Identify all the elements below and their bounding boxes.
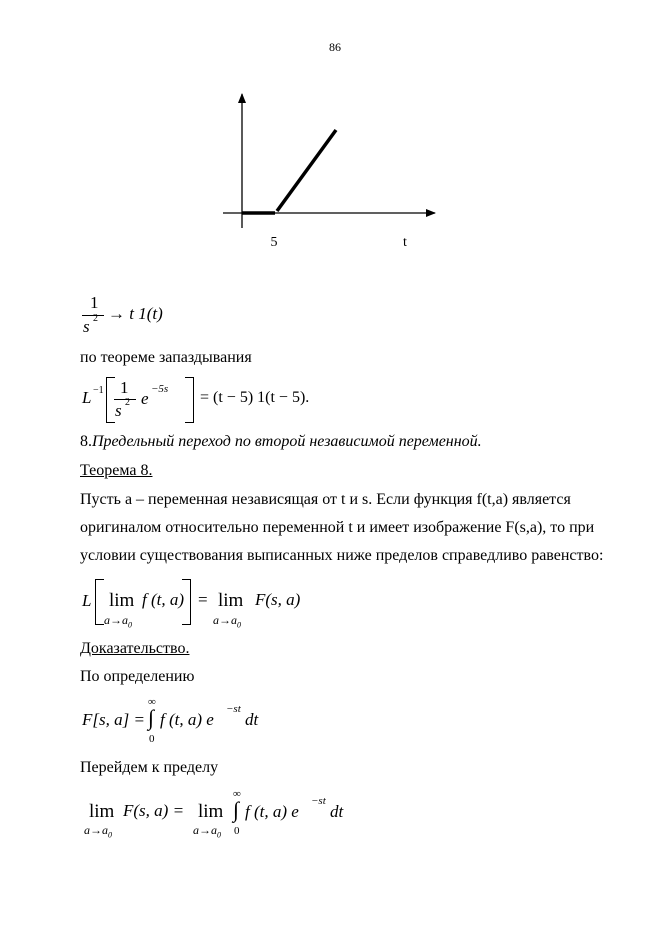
section-title: Предельный переход по второй независимой переменной. (92, 433, 482, 450)
formula-rhs: = (t − 5) 1(t − 5). (200, 389, 310, 406)
graph-ramp-segment (277, 130, 336, 211)
section-heading (80, 433, 482, 451)
x-axis-label: t (403, 235, 407, 250)
x-tick-label: 5 (270, 235, 278, 250)
laplace-L: L (82, 591, 92, 610)
lim-subscript: $a\to a_0$ (193, 823, 221, 840)
fraction-denominator-power: 2 (125, 397, 130, 408)
formula-rhs: → t 1(t) (108, 304, 163, 323)
exp-power: −5s (151, 383, 169, 395)
formula-limit-transition (84, 786, 364, 844)
proof-label: Доказательство. (80, 640, 190, 657)
section-number: 8. (80, 433, 92, 450)
integral-sign: ∫ (148, 705, 155, 730)
fraction-denominator-power: 2 (93, 313, 98, 324)
formula-lhs: F(s, a) = (123, 801, 185, 820)
integral-sign: ∫ (233, 797, 240, 822)
theorem-line-3: условии существования выписанных ниже пределов справедливо равенство: (80, 547, 604, 564)
lim-subscript: $a\to a_0$ (104, 613, 132, 630)
formula-inverse-image (82, 293, 202, 348)
differential: dt (245, 710, 259, 729)
integral-upper-limit: ∞ (233, 788, 241, 800)
theorem-line-1: Пусть a – переменная независящая от t и s. Если функция f(t,a) является (80, 491, 571, 508)
formula-definition (82, 696, 322, 752)
integral-upper-limit: ∞ (148, 696, 156, 708)
fraction-numerator: 1 (120, 378, 129, 397)
fraction-numerator: 1 (90, 293, 99, 312)
lim-word: lim (218, 590, 244, 611)
lim-word: lim (89, 801, 115, 822)
lim-subscript: $a\to a_0$ (84, 823, 112, 840)
formula-limit-theorem (82, 577, 342, 629)
integral-lower-limit: 0 (149, 733, 155, 745)
page-number: 86 (329, 40, 341, 54)
formula-lhs: F[s, a] = (82, 710, 145, 729)
text-go-to-limit: Перейдем к пределу (80, 759, 219, 776)
fraction-denominator: s (83, 317, 90, 336)
lim-word: lim (109, 590, 135, 611)
formula-rhs: F(s, a) (255, 590, 301, 609)
text-delay-theorem: по теореме запаздывания (80, 349, 252, 366)
lim-argument: f (t, a) (142, 590, 185, 609)
exp-power: −st (226, 703, 241, 715)
text-by-definition: По определению (80, 668, 195, 685)
laplace-L: L (82, 388, 92, 407)
exp-base: e (141, 389, 149, 408)
integral-lower-limit: 0 (234, 825, 240, 837)
fraction-denominator: s (115, 401, 122, 420)
theorem-label: Теорема 8. (80, 462, 153, 479)
laplace-L-sup: −1 (93, 385, 104, 396)
graph (205, 88, 445, 253)
lim-word: lim (198, 801, 224, 822)
equals-sign: = (198, 590, 208, 609)
differential: dt (330, 802, 344, 821)
formula-delay (82, 375, 342, 427)
exp-power: −st (311, 795, 326, 807)
integrand: f (t, a) e (160, 710, 214, 729)
lim-subscript: $a\to a_0$ (213, 613, 241, 630)
theorem-line-2: оригиналом относительно переменной t и имеет изображение F(s,a), то при (80, 519, 595, 536)
integrand: f (t, a) e (245, 802, 299, 821)
